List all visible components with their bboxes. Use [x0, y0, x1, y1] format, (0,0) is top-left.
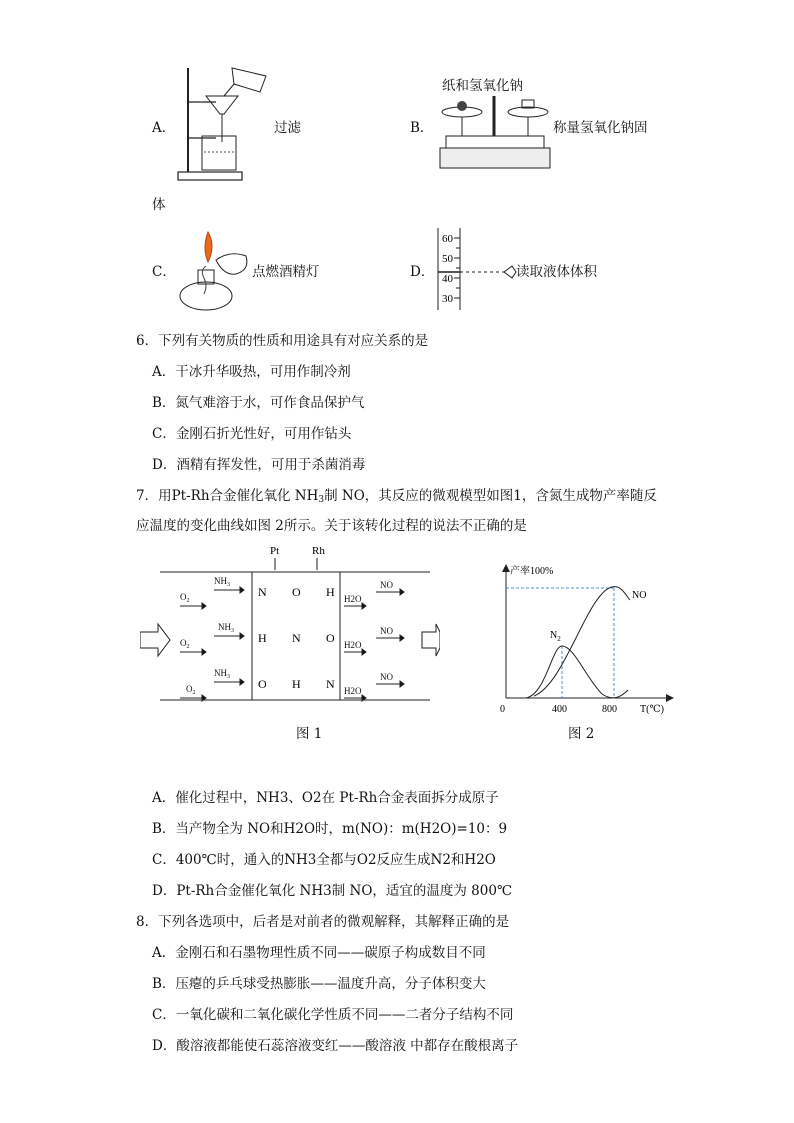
- fig1-output-no: NO: [380, 626, 393, 636]
- q5-option-b-wrap: 体: [152, 197, 166, 213]
- fig1-input-o2: $O_2$: [180, 638, 190, 650]
- q6-option-d: D．酒精有挥发性，可用于杀菌消毒: [152, 457, 366, 473]
- fig1-output-no: NO: [380, 672, 393, 682]
- q5-option-d-letter: D．: [410, 264, 435, 280]
- q8-stem: 8．下列各选项中，后者是对前者的微观解释，其解释正确的是: [136, 914, 510, 930]
- cylinder-tick-30: 30: [442, 293, 453, 305]
- q7-stem-line1: 7．用Pt-Rh合金催化氧化 $NH_3$制 NO，其反应的微观模型如图1，含氮生成物产率随反: [136, 488, 657, 505]
- fig1-atom: H: [258, 631, 267, 645]
- q6-option-a: A．干冰升华吸热，可用作制冷剂: [152, 364, 351, 380]
- fig1-input-o2: $O_2$: [180, 592, 190, 604]
- fig1-nh3-arrow-head: [240, 679, 244, 685]
- cylinder-tick-60: 60: [442, 233, 453, 245]
- fig1-atom: O: [292, 585, 301, 599]
- fig1-atom: H: [326, 585, 335, 599]
- fig1-input-nh3: $NH_3$: [218, 622, 234, 634]
- figure-2-xlabel: T(℃): [640, 704, 664, 715]
- q7-option-b: B．当产物全为 NO和H2O时，m(NO)：m(H2O)=10：9: [152, 821, 508, 837]
- q7-option-a: A．催化过程中，NH3、O2在 Pt-Rh合金表面拆分成原子: [152, 790, 499, 806]
- q5-option-c-letter: C．: [152, 264, 176, 280]
- fig1-input-nh3: $NH_3$: [214, 576, 230, 588]
- filtration-apparatus-illustration: [176, 62, 272, 184]
- fig1-output-no: NO: [380, 580, 393, 590]
- q8-option-c: C．一氧化碳和二氧化碳化学性质不同——二者分子结构不同: [152, 1007, 514, 1023]
- figure-2-tick-400: 400: [552, 704, 567, 715]
- fig1-atom: H: [292, 677, 301, 691]
- fig1-output-h2o: H2O: [344, 594, 362, 604]
- q5-option-a-text: 过滤: [274, 120, 301, 136]
- fig1-h2o-arrow-head: [362, 649, 366, 655]
- q8-option-b: B．压瘪的乒乓球受热膨胀——温度升高，分子体积变大: [152, 976, 486, 992]
- fig1-input-o2: $O_2$: [186, 684, 196, 696]
- fig1-no-arrow-head: [400, 635, 404, 641]
- fig1-no-arrow-head: [400, 681, 404, 687]
- q5-option-b-text: 称量氢氧化钠固: [553, 120, 648, 136]
- fig1-atom: O: [326, 631, 335, 645]
- figure-1-micro-model: [140, 540, 440, 710]
- catalyst-pt: Pt: [270, 545, 280, 557]
- catalyst-rh: Rh: [312, 545, 325, 557]
- figure-2-tick-800: 800: [602, 704, 617, 715]
- cylinder-tick-40: 40: [442, 273, 453, 285]
- cylinder-tick-50: 50: [442, 253, 453, 265]
- figure-2-yield-chart: [490, 560, 676, 720]
- q5-option-b-letter: B．: [410, 120, 434, 136]
- figure-2-tick-0: 0: [500, 704, 505, 715]
- balance-illustration: [436, 92, 554, 172]
- q5-option-d-text: 读取液体体积: [516, 264, 597, 280]
- fig1-atom: N: [326, 677, 335, 691]
- fig1-nh3-arrow-head: [240, 633, 244, 639]
- q7-option-d: D．Pt-Rh合金催化氧化 NH3制 NO，适宜的温度为 800℃: [152, 883, 513, 899]
- fig1-atom: O: [258, 677, 267, 691]
- n2-yield-curve: [526, 646, 628, 698]
- fig1-o2-arrow-head: [202, 649, 206, 655]
- q5-option-b-top-label: 纸和氢氧化钠: [442, 78, 523, 94]
- q6-option-b: B．氮气难溶于水，可作食品保护气: [152, 395, 365, 411]
- fig1-output-h2o: H2O: [344, 686, 362, 696]
- fig1-no-arrow-head: [400, 589, 404, 595]
- series-label-n2: $N_2$: [550, 630, 561, 643]
- fig1-h2o-arrow-head: [362, 603, 366, 609]
- q5-option-a-letter: A．: [152, 120, 176, 136]
- graduated-cylinder-illustration: [434, 226, 518, 312]
- no-yield-curve: [534, 587, 630, 696]
- q7-option-c: C．400℃时，通入的NH3全都与O2反应生成N2和H2O: [152, 852, 496, 868]
- alcohol-lamp-illustration: [176, 226, 256, 316]
- q5-option-c-text: 点燃酒精灯: [252, 264, 320, 280]
- fig1-nh3-arrow-head: [240, 587, 244, 593]
- q8-option-a: A．金刚石和石墨物理性质不同——碳原子构成数目不同: [152, 945, 486, 961]
- fig1-o2-arrow-head: [202, 603, 206, 609]
- fig1-atom: N: [258, 585, 267, 599]
- fig1-input-nh3: $NH_3$: [214, 668, 230, 680]
- figure-1-caption: 图 1: [296, 726, 323, 742]
- fig1-output-h2o: H2O: [344, 640, 362, 650]
- fig1-atom: N: [292, 631, 301, 645]
- q8-option-d: D．酸溶液都能使石蕊溶液变红——酸溶液 中都存在酸根离子: [152, 1038, 519, 1054]
- series-label-no: NO: [632, 590, 647, 601]
- figure-2-ylabel: 产率100%: [510, 566, 554, 577]
- q6-option-c: C．金刚石折光性好，可用作钻头: [152, 426, 352, 442]
- q6-stem: 6．下列有关物质的性质和用途具有对应关系的是: [136, 333, 429, 349]
- figure-2-caption: 图 2: [568, 726, 595, 742]
- q7-stem-line2: 应温度的变化曲线如图 2所示。关于该转化过程的说法不正确的是: [136, 518, 527, 534]
